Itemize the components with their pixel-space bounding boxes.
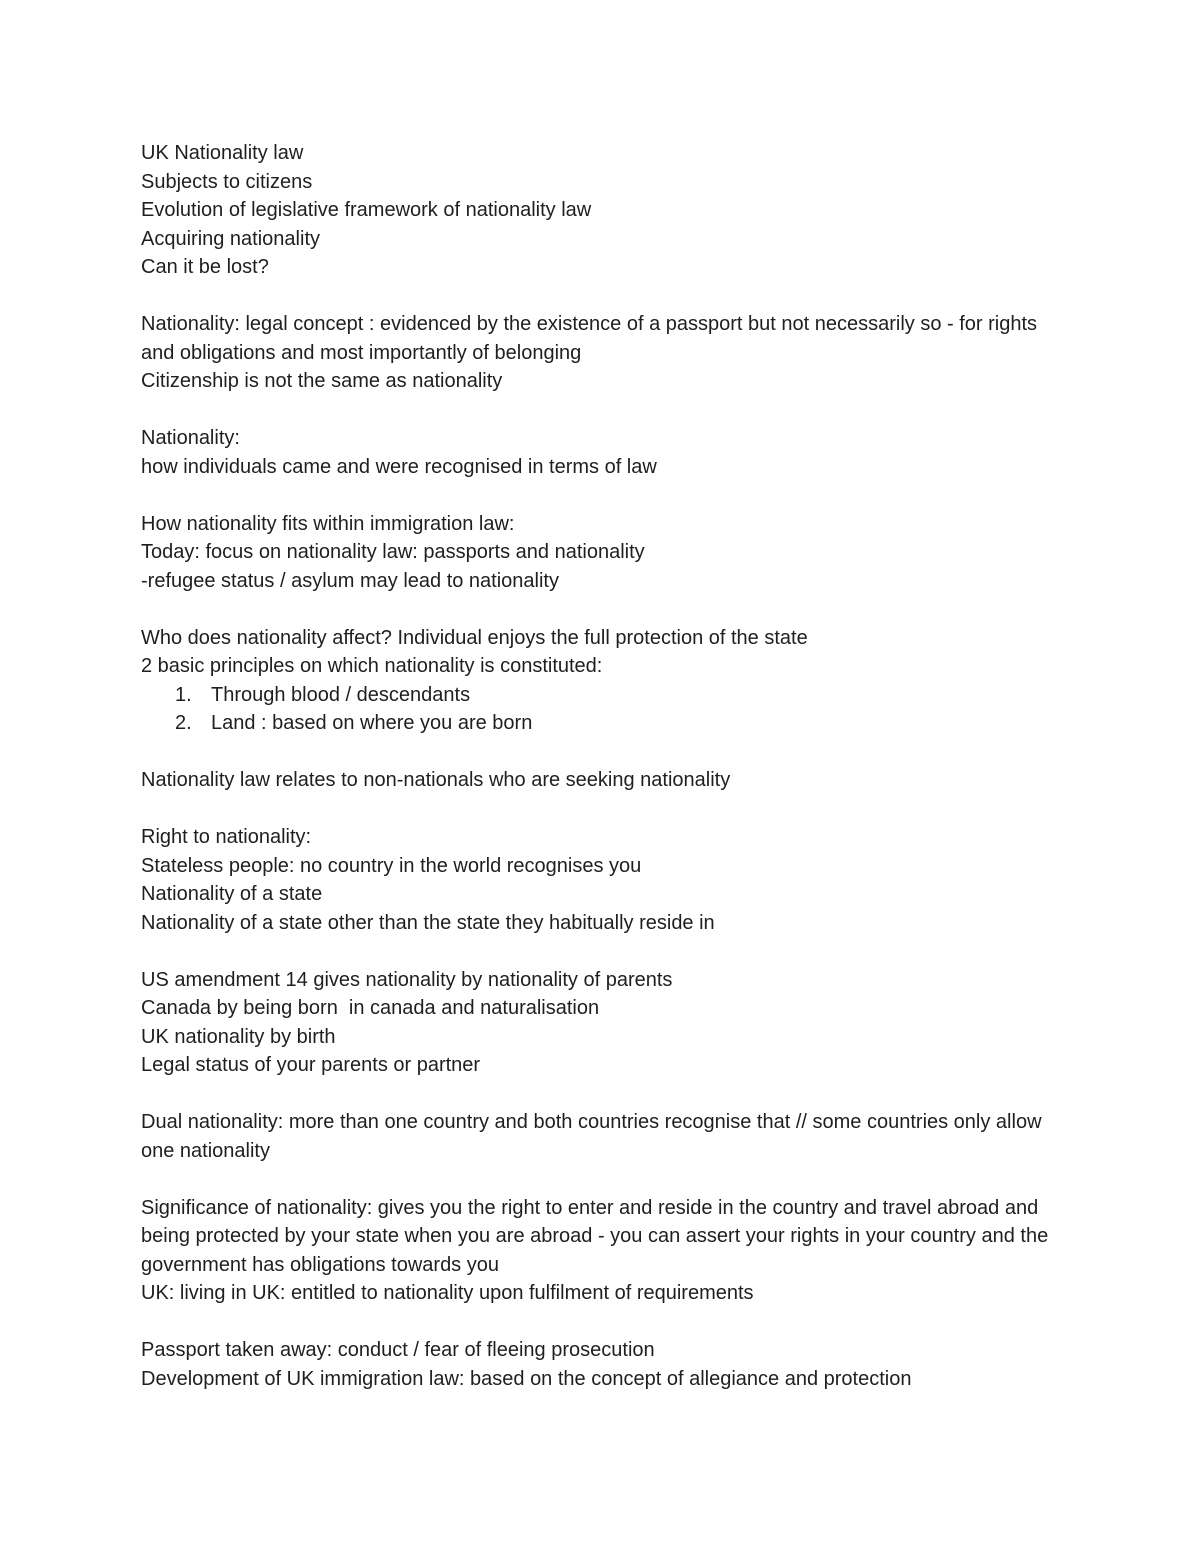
doc-title: UK Nationality law	[141, 142, 304, 164]
text-line: UK: living in UK: entitled to nationality upon fulfilment of requirements	[141, 1282, 754, 1304]
text-line: Stateless people: no country in the world recognises you	[141, 854, 642, 877]
list-item	[141, 681, 1071, 710]
blank-line	[141, 1308, 1071, 1337]
text-line: Subjects to citizens	[141, 170, 313, 193]
list-number: 2.	[175, 712, 192, 734]
text-line: Legal status of your parents or partner	[141, 1054, 481, 1076]
text-line: Passport taken away: conduct / fear of fleeing prosecution	[141, 1339, 655, 1361]
list-item	[141, 709, 1071, 738]
text-line: Nationality law relates to non-nationals who are seeking nationality	[141, 769, 731, 791]
text-line: UK nationality by birth	[141, 1025, 336, 1048]
text-line: How nationality fits within immigration law:	[141, 512, 515, 535]
blank-line	[141, 937, 1071, 966]
text-line: Nationality:	[141, 427, 240, 449]
text-line: Canada by being born in canada and naturalisation	[141, 997, 600, 1019]
blank-line	[141, 1165, 1071, 1194]
blank-line	[141, 481, 1071, 510]
list-number: 1.	[175, 683, 192, 706]
text-line: 2 basic principles on which nationality is constituted:	[141, 655, 603, 677]
text-line: US amendment 14 gives nationality by nationality of parents	[141, 968, 673, 991]
list-item-text: Land : based on where you are born	[211, 712, 533, 734]
text-line: Evolution of legislative framework of nationality law	[141, 199, 592, 221]
blank-line	[141, 595, 1071, 624]
principles-list	[141, 681, 1071, 738]
text-paragraph: Nationality: legal concept : evidenced by the existence of a passport but not necessarily so - for rights and obligations and most importantly of belonging	[141, 313, 1043, 364]
document-page	[141, 139, 1071, 1393]
blank-line	[141, 282, 1071, 311]
text-line: Development of UK immigration law: based on the concept of allegiance and protection	[141, 1367, 912, 1390]
text-line: Who does nationality affect? Individual enjoys the full protection of the state	[141, 626, 808, 649]
text-line: -refugee status / asylum may lead to nationality	[141, 569, 559, 592]
blank-line	[141, 795, 1071, 824]
blank-line	[141, 396, 1071, 425]
text-line: Citizenship is not the same as nationality	[141, 370, 503, 392]
text-line: Can it be lost?	[141, 256, 269, 278]
text-line: Right to nationality:	[141, 826, 312, 848]
text-paragraph: Significance of nationality: gives you the right to enter and reside in the country and travel abroad and being protected by your state when you are abroad - you can assert your rights in your country and the government has obligations towards you	[141, 1196, 1054, 1276]
text-line: Nationality of a state	[141, 883, 323, 905]
text-line: Nationality of a state other than the state they habitually reside in	[141, 911, 715, 934]
blank-line	[141, 738, 1071, 767]
text-paragraph: Dual nationality: more than one country and both countries recognise that // some countries only allow one nationality	[141, 1111, 1048, 1162]
text-line: Acquiring nationality	[141, 227, 320, 250]
text-line: Today: focus on nationality law: passports and nationality	[141, 541, 645, 563]
blank-line	[141, 1080, 1071, 1109]
list-item-text: Through blood / descendants	[211, 683, 471, 706]
text-line: how individuals came and were recognised in terms of law	[141, 455, 657, 478]
